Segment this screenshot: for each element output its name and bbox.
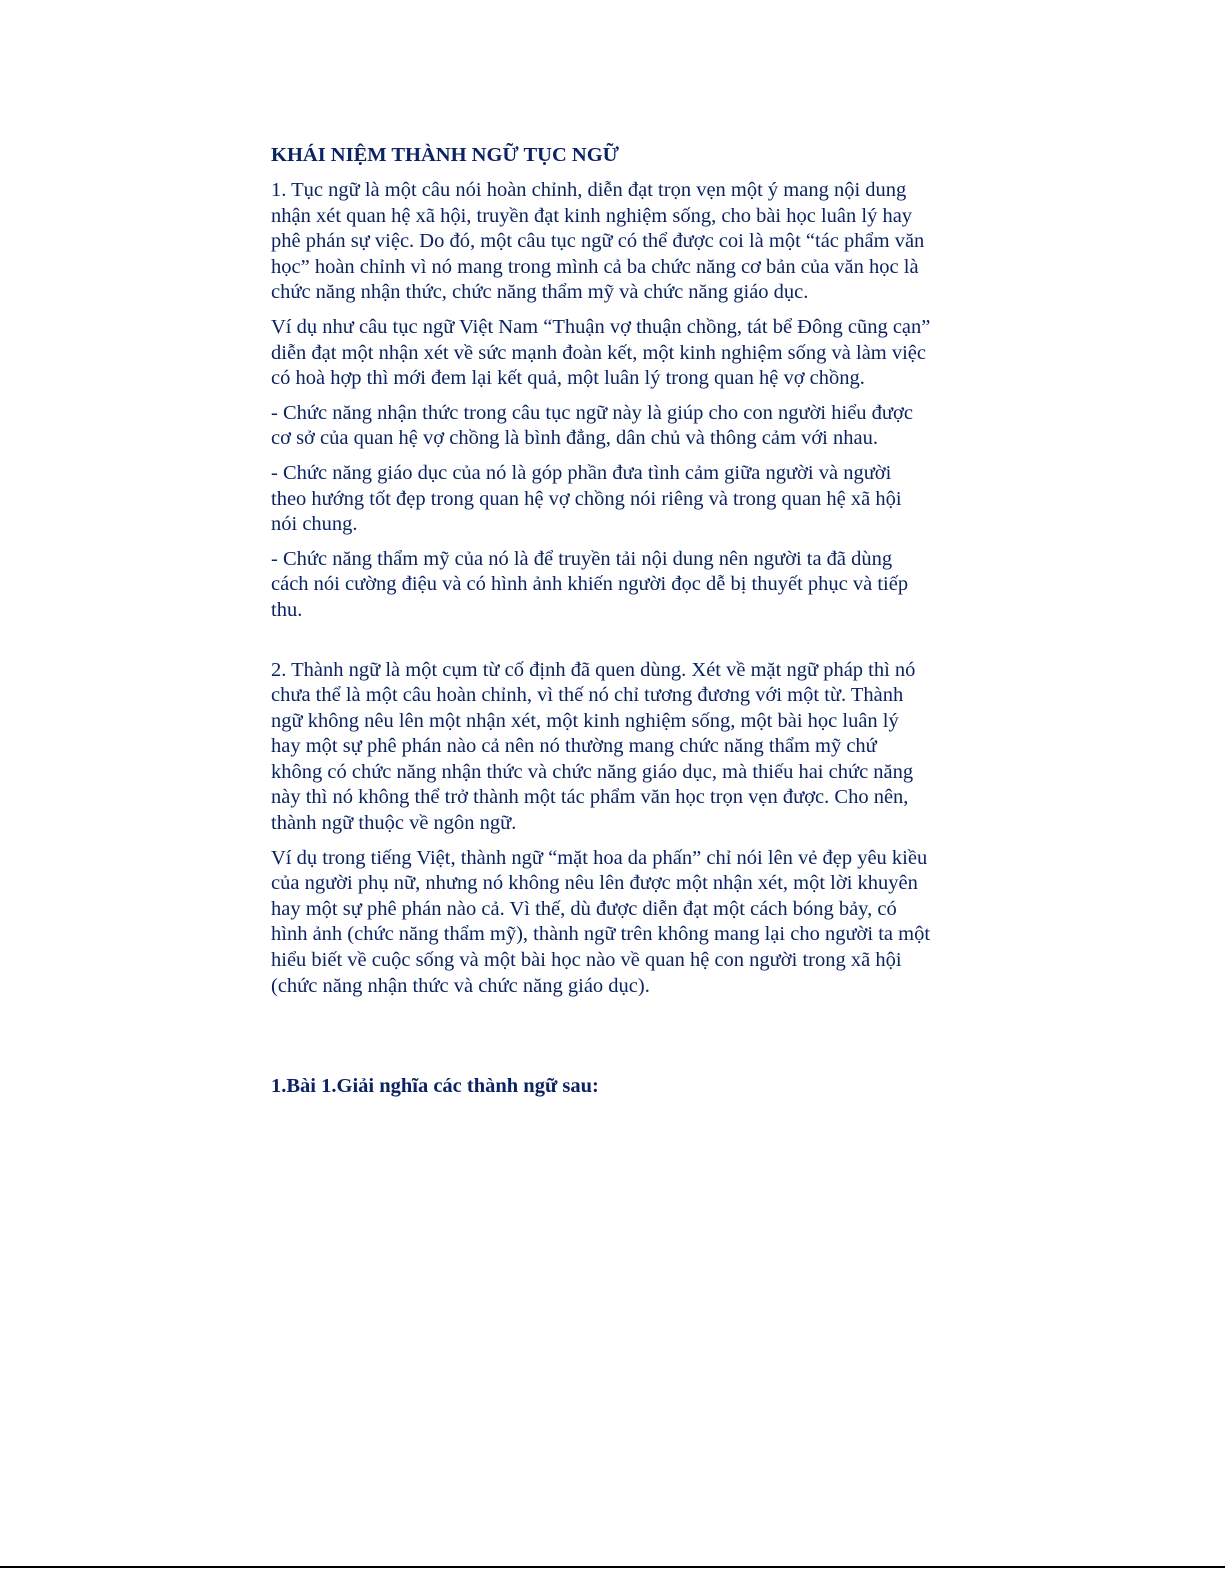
text-line: - Chức năng giáo dục của nó là góp phần đưa tình cảm giữa người và người — [271, 461, 892, 484]
text-line: chưa thể là một câu hoàn chỉnh, vì thế nó chỉ tương đương với một từ. Thành — [271, 684, 904, 707]
text-line: - Chức năng nhận thức trong câu tục ngữ này là giúp cho con người hiểu được — [271, 401, 913, 424]
text-line: diễn đạt một nhận xét về sức mạnh đoàn kết, một kinh nghiệm sống và làm việc — [271, 341, 927, 364]
paragraph-example-thanh-ngu — [271, 846, 971, 1000]
text-line: nói chung. — [271, 513, 358, 536]
paragraph-gap — [271, 633, 971, 658]
page-bottom-border — [0, 1566, 1225, 1568]
text-line: của người phụ nữ, nhưng nó không nêu lên được một nhận xét, một lời khuyên — [271, 872, 918, 895]
text-line: hình ảnh (chức năng thẩm mỹ), thành ngữ trên không mang lại cho người ta một — [271, 923, 931, 946]
text-line: không có chức năng nhận thức và chức năng giáo dục, mà thiếu hai chức năng — [271, 760, 914, 783]
text-line: - Chức năng thẩm mỹ của nó là để truyền tải nội dung nên người ta đã dùng — [271, 547, 893, 570]
text-line: hiểu biết về cuộc sống và một bài học nào về quan hệ con người trong xã hội — [271, 949, 902, 972]
text-line: 2. Thành ngữ là một cụm từ cố định đã quen dùng. Xét về mặt ngữ pháp thì nó — [271, 658, 916, 681]
document-body — [271, 140, 971, 1100]
text-line: nhận xét quan hệ xã hội, truyền đạt kinh nghiệm sống, cho bài học luân lý hay — [271, 204, 913, 227]
paragraph-definition-tuc-ngu — [271, 178, 971, 306]
paragraph-cognitive-function — [271, 401, 971, 452]
text-line: Ví dụ như câu tục ngữ Việt Nam “Thuận vợ thuận chồng, tát bể Đông cũng cạn” — [271, 315, 931, 338]
text-line: theo hướng tốt đẹp trong quan hệ vợ chồng nói riêng và trong quan hệ xã hội — [271, 487, 902, 510]
section-gap — [271, 1008, 971, 1072]
text-line: có hoà hợp thì mới đem lại kết quả, một luân lý trong quan hệ vợ chồng. — [271, 367, 865, 390]
document-heading: KHÁI NIỆM THÀNH NGỮ TỤC NGỮ — [271, 144, 619, 166]
paragraph-educational-function — [271, 461, 971, 538]
text-line: 1. Tục ngữ là một câu nói hoàn chỉnh, diễn đạt trọn vẹn một ý mang nội dung — [271, 179, 907, 201]
text-line: thành ngữ thuộc về ngôn ngữ. — [271, 812, 517, 835]
text-line: thu. — [271, 598, 303, 621]
text-line: hay một sự phê phán nào cả. Vì thế, dù được diễn đạt một cách bóng bảy, có — [271, 897, 897, 920]
text-line: ngữ không nêu lên một nhận xét, một kinh nghiệm sống, một bài học luân lý — [271, 709, 899, 732]
text-line: Ví dụ trong tiếng Việt, thành ngữ “mặt hoa da phấn” chỉ nói lên vẻ đẹp yêu kiều — [271, 846, 928, 869]
text-line: cách nói cường điệu và có hình ảnh khiến người đọc dễ bị thuyết phục và tiếp — [271, 573, 909, 596]
text-line: phê phán sự việc. Do đó, một câu tục ngữ có thể được coi là một “tác phẩm văn — [271, 230, 925, 253]
text-line: học” hoàn chỉnh vì nó mang trong mình cả ba chức năng cơ bản của văn học là — [271, 255, 919, 278]
paragraph-aesthetic-function — [271, 547, 971, 624]
text-line: cơ sở của quan hệ vợ chồng là bình đẳng, dân chủ và thông cảm với nhau. — [271, 427, 878, 450]
text-line: (chức năng nhận thức và chức năng giáo dục). — [271, 974, 650, 997]
paragraph-definition-thanh-ngu — [271, 658, 971, 837]
text-line: hay một sự phê phán nào cả nên nó thường mang chức năng thẩm mỹ chứ — [271, 735, 877, 758]
paragraph-example-tuc-ngu — [271, 315, 971, 392]
exercise-heading: 1.Bài 1.Giải nghĩa các thành ngữ sau: — [271, 1075, 599, 1098]
text-line: chức năng nhận thức, chức năng thẩm mỹ và chức năng giáo dục. — [271, 281, 809, 304]
text-line: này thì nó không thể trở thành một tác phẩm văn học trọn vẹn được. Cho nên, — [271, 786, 909, 809]
